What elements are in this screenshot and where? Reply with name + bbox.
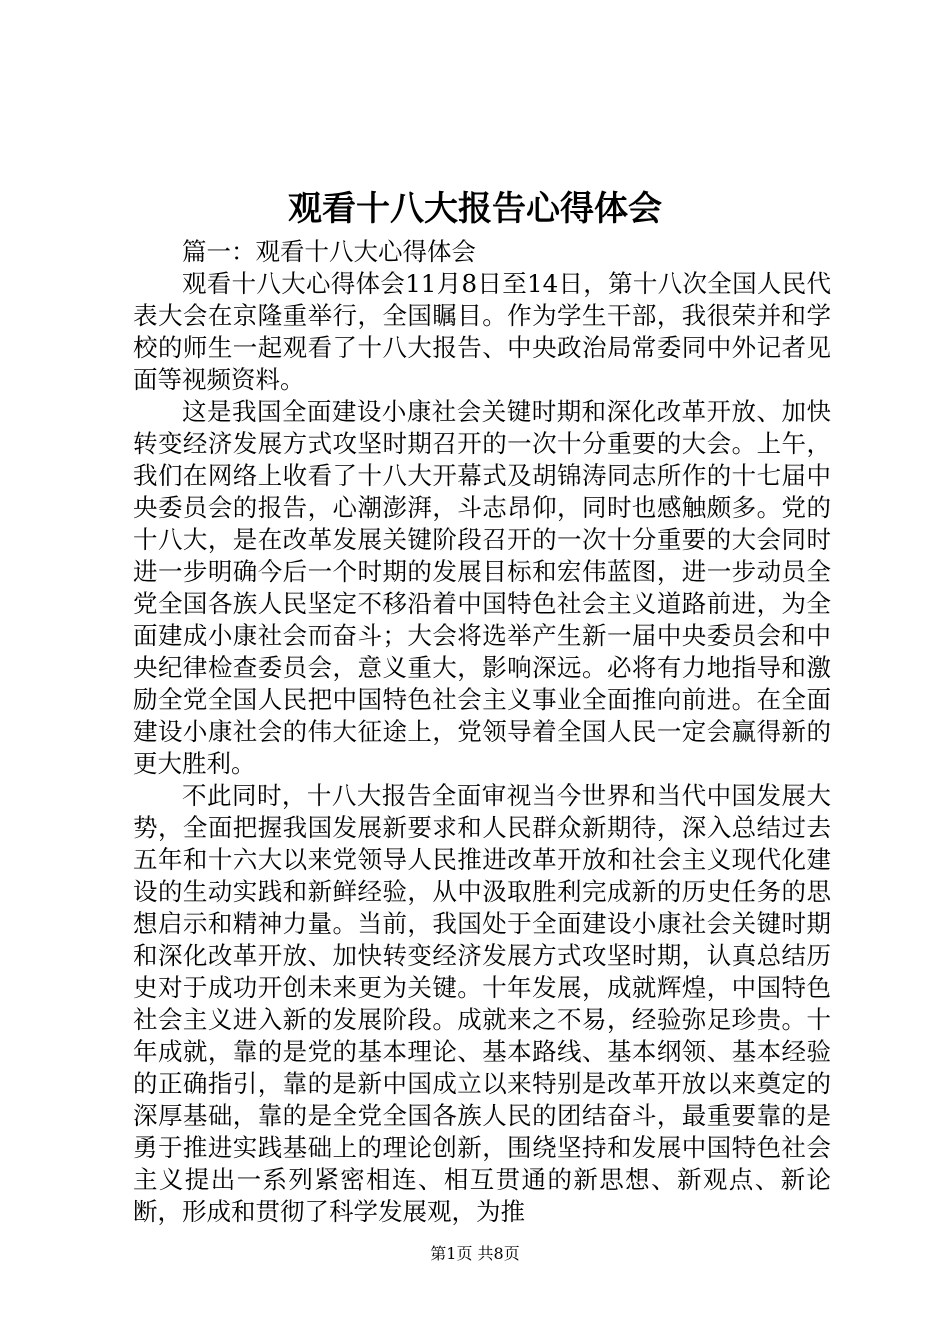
paragraph: 不此同时，十八大报告全面审视当今世界和当代中国发展大势，全面把握我国发展新要求和人民群众新期待，深入总结过去五年和十六大以来党领导人民推进改革开放和社会主义现代化建设的生动实践和新鲜经验，从中汲取胜利完成新的历史任务的思想启示和精神力量。当前，我国处于全面建设小康社会关键时期和深化改革开放、加快转变经济发展方式攻坚时期，认真总结历史对于成功开创未来更为关键。十年发展，成就辉煌，中国特色社会主义进入新的发展阶段。成就来之不易，经验弥足珍贵。十年成就，靠的是党的基本理论、基本路线、基本纲领、基本经验的正确指引，靠的是新中国成立以来特别是改革开放以来奠定的深厚基础，靠的是全党全国各族人民的团结奋斗，最重要靠的是勇于推进实践基础上的理论创新，围绕坚持和发展中国特色社会主义提出一系列紧密相连、相互贯通的新思想、新观点、新论断，形成和贯彻了科学发展观，为推 bbox=[133, 781, 831, 1226]
section-heading: 篇一：观看十八大心得体会 bbox=[182, 237, 476, 266]
paragraph: 观看十八大心得体会11月8日至14日，第十八次全国人民代表大会在京隆重举行，全国瞩目。作为学生干部，我很荣并和学校的师生一起观看了十八大报告、中央政治局常委同中外记者见面等视频资料。 bbox=[133, 269, 831, 394]
document-title: 观看十八大报告心得体会 bbox=[288, 189, 662, 229]
page-number-footer: 第1页 共8页 bbox=[430, 1244, 520, 1263]
paragraph: 这是我国全面建设小康社会关键时期和深化改革开放、加快转变经济发展方式攻坚时期召开的一次十分重要的大会。上午，我们在网络上收看了十八大开幕式及胡锦涛同志所作的十七届中央委员会的报告，心潮澎湃，斗志昂仰，同时也感触颇多。党的十八大，是在改革发展关键阶段召开的一次十分重要的大会同时进一步明确今后一个时期的发展目标和宏伟蓝图，进一步动员全党全国各族人民坚定不移沿着中国特色社会主义道路前进，为全面建成小康社会而奋斗；大会将选举产生新一届中央委员会和中央纪律检查委员会，意义重大，影响深远。必将有力地指导和激励全党全国人民把中国特色社会主义事业全面推向前进。在全面建设小康社会的伟大征途上，党领导着全国人民一定会赢得新的更大胜利。 bbox=[133, 397, 831, 778]
document-body bbox=[133, 236, 831, 1228]
